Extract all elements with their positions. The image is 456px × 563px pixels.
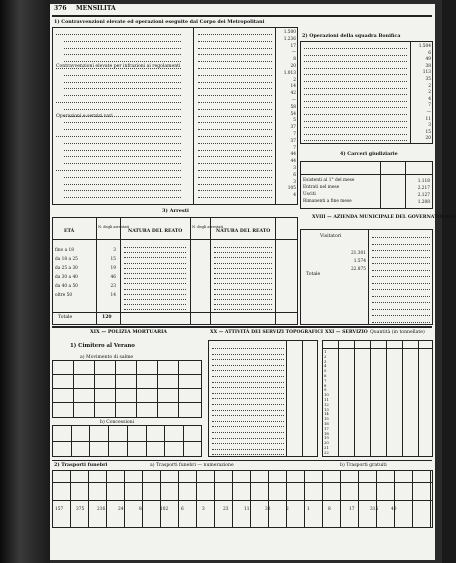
section1-entry-line [198, 92, 272, 96]
section1-entry-line [64, 147, 181, 151]
section21-grid-line [338, 340, 339, 457]
section1-entry-line [64, 92, 181, 96]
section1-entry-line [64, 187, 181, 191]
section19-grid-line [52, 374, 202, 375]
section1-entry-line [198, 187, 272, 191]
section22-subtitle: a) Trasporti funebri — numerazione [150, 463, 234, 468]
section1-entry-line [198, 160, 272, 164]
section3-ages: fino a 18 da 18 a 25 da 25 a 30 da 30 a 40 da 40 a 50 oltre 50 [55, 248, 78, 298]
section1-title: 1) Contravvenzioni elevate ed operazioni eseguite dal Corpo dei Metropolitani [54, 19, 265, 25]
section2-entry-line [304, 71, 407, 75]
section1-entry-line [198, 181, 272, 185]
section20-entry-line [212, 412, 284, 416]
section19-table [52, 360, 202, 418]
section2-values: 1.504 6 49 38 113 35 2 2 4 7 — 11 3 15 20 [418, 44, 431, 142]
section22-value: 8 [139, 507, 142, 512]
section1-entry-line [198, 140, 272, 144]
header-rule [52, 15, 432, 17]
section19-grid-line [94, 360, 95, 418]
section22-value: 315 [370, 507, 379, 512]
section22-value: 8 [328, 507, 331, 512]
section3-entry-line [124, 249, 186, 253]
section21-grid-line [322, 348, 433, 349]
section1-entry-line [56, 133, 181, 137]
section22-grid-line [70, 470, 71, 528]
section3-col-count-2: N. degli arrestati [192, 225, 224, 229]
section19-grid-line [157, 360, 158, 418]
section1-entry-line [64, 106, 181, 110]
section3-entry-line [124, 291, 186, 295]
section22-grid-line [52, 482, 433, 483]
section21-grid-line [386, 340, 387, 457]
section21-grid-line [402, 340, 403, 457]
section1-entry-line [64, 51, 181, 55]
section1-entry-line [198, 31, 272, 35]
section20-entry-line [212, 418, 284, 422]
section22-grid-line [214, 470, 215, 528]
section3-entry-line [214, 244, 272, 248]
section2-entry-line [304, 111, 407, 115]
section22-grid-line [142, 470, 143, 528]
section1-entry-line [64, 153, 181, 157]
section4-row-2: Entrati nel mese [303, 185, 340, 190]
section3-entry-line [214, 275, 272, 279]
section1-entry-line [198, 174, 272, 178]
section19-subtitle: 1) Cimitero al Verano [70, 343, 135, 349]
section3-entry-line [124, 296, 186, 300]
section22-subtitle-2: b) Trasporti gratuiti [340, 463, 387, 468]
section18-entry-line [372, 273, 430, 277]
section22-value: 102 [160, 507, 169, 512]
section18-entry-line [372, 306, 430, 310]
section20-entry-line [212, 379, 284, 383]
section1-entry-line [198, 194, 272, 198]
section22-grid-line [268, 470, 269, 528]
section19-title: XIX — POLIZIA MORTUARIA [90, 329, 168, 335]
section1-entry-line [64, 174, 181, 178]
section4-row-1: Esistenti al 1° del mese [303, 178, 355, 183]
section1-entry-line [56, 167, 181, 171]
section22-value: 6 [181, 507, 184, 512]
section22-value: 3 [202, 507, 205, 512]
section18-values: 21.301 1.574 22.875 [350, 251, 366, 272]
section22-value: 33 [265, 507, 271, 512]
section3-col-crime-2: NATURA DEL REATO [216, 229, 271, 234]
section3-entry-line [124, 286, 186, 290]
section1-subtitle: Contravvenzioni elevate per infrazioni ai regolamenti [56, 64, 181, 69]
section1-entry-line [56, 65, 181, 69]
section18-title: XVIII — AZIENDA MUNICIPALE DEL GOVERNATORATO [312, 215, 456, 220]
section20-entry-line [212, 384, 284, 388]
section3-entry-line [124, 306, 186, 310]
section1-entry-line [198, 113, 272, 117]
section20-entry-line [212, 345, 284, 349]
section3-entry-line [124, 301, 186, 305]
section18-entry-line [372, 260, 430, 264]
section3-col-count: N. degli arrestati [98, 225, 130, 229]
section22-value: 216 [97, 507, 106, 512]
section1-entry-line [198, 65, 272, 69]
section22-value: 24 [118, 507, 124, 512]
section1-entry-line [198, 58, 272, 62]
section19-grid-line [52, 441, 202, 442]
section3-entry-line [214, 296, 272, 300]
section1-entry-line [64, 45, 181, 49]
section3-entry-line [124, 270, 186, 274]
section3-entry-line [214, 260, 272, 264]
section22-grid-line [304, 470, 305, 528]
section22-value: 11 [244, 507, 250, 512]
section3-entry-line [214, 265, 272, 269]
section21-title: XXI — SERVIZIO [325, 330, 368, 335]
section22-title: 2) Trasporti funebri [54, 462, 108, 468]
section22-grid-line [394, 470, 395, 528]
section3-entry-line [214, 270, 272, 274]
section3-entry-line [124, 265, 186, 269]
section2-entry-line [304, 58, 407, 62]
section3-entry-line [124, 244, 186, 248]
section1-entry-line [64, 126, 181, 130]
section4-row-4: Rimanenti a fine mese [303, 199, 352, 204]
section20-entry-line [212, 407, 284, 411]
section18-entry-line [372, 286, 430, 290]
section4-title: 4) Carceri giudiziarie [340, 151, 398, 157]
section2-entry-line [304, 65, 407, 69]
section20-entry-line [212, 451, 284, 455]
section3-entry-line [214, 306, 272, 310]
section20-entry-line [212, 373, 284, 377]
section2-entry-line [304, 137, 407, 141]
section22-grid-line [376, 470, 377, 528]
section1-entry-line [198, 153, 272, 157]
section22-value: 17 [349, 507, 355, 512]
section18-entry-line [372, 319, 430, 323]
section22-grid-line [88, 470, 89, 528]
section18-entry-line [372, 299, 430, 303]
section20-entry-line [212, 351, 284, 355]
section1-subtitle-2: Operazioni e servizi vari [56, 114, 113, 119]
section1-entry-line [64, 140, 181, 144]
section22-value: 375 [76, 507, 85, 512]
section18-entry-line [372, 293, 430, 297]
section3-col-crime: NATURA DEL REATO [128, 229, 183, 234]
section22-grid-line [358, 470, 359, 528]
section3-entry-line [214, 249, 272, 253]
section2-title: 2) Operazioni della squadra Bonifica [302, 33, 401, 39]
section21-row-numbers: 1 2 3 4 5 6 7 8 9 10 11 12 13 14 15 16 17 18 19 20 21 22 [324, 349, 329, 455]
section3-entry-line [124, 254, 186, 258]
section22-value: 157 [55, 507, 64, 512]
section3-entry-line [124, 275, 186, 279]
section2-entry-line [304, 85, 407, 89]
section1-entry-line [56, 99, 181, 103]
section22-grid-line [160, 470, 161, 528]
section1-entry-line [64, 181, 181, 185]
section3-entry-line [214, 291, 272, 295]
section18-entry-line [372, 280, 430, 284]
section3-total-label: Totale [58, 315, 73, 320]
section2-entry-line [304, 104, 407, 108]
section1-entry-line [64, 160, 181, 164]
section22-value: 2 [286, 507, 289, 512]
section1-entry-line [64, 113, 181, 117]
running-title: MENSILITA [76, 5, 116, 12]
section3-entry-line [214, 286, 272, 290]
section18-entry-line [372, 234, 430, 238]
section3-entry-line [214, 280, 272, 284]
section1-entry-line [198, 126, 272, 130]
section22-grid-line [412, 470, 413, 528]
section2-entry-line [304, 131, 407, 135]
section2-entry-line [304, 118, 407, 122]
section19-grid-line [178, 360, 179, 418]
section20-entry-line [212, 395, 284, 399]
section4-values: 1.118 2.217 2.127 1.208 [417, 179, 430, 205]
section1-entry-line [198, 85, 272, 89]
section2-entry-line [304, 52, 407, 56]
section22-value: 40 [391, 507, 397, 512]
section1-entry-line [198, 106, 272, 110]
section22-grid-line [196, 470, 197, 528]
section22-value: 1 [307, 507, 310, 512]
section3-col-age: ETÀ [64, 229, 75, 234]
section20-entry-line [212, 435, 284, 439]
section1-entry-line [56, 31, 181, 35]
section20-entry-line [212, 390, 284, 394]
section1-entry-line [198, 38, 272, 42]
section19-subtitle-2: a) Movimento di salme [80, 355, 134, 360]
section4-row-3: Usciti [303, 192, 316, 197]
section1-entry-line [64, 72, 181, 76]
section20-entry-line [212, 367, 284, 371]
section20-entry-line [212, 401, 284, 405]
section20-entry-line [212, 429, 284, 433]
document-page [50, 4, 456, 560]
section19-grid-line [136, 360, 137, 418]
section1-values: 1.500 1.236 17 — 8 20 1.013 2 14 42 — 58 54 5 37 7 37 7 44 44 3 6 3 105 4 [283, 30, 296, 199]
section21-grid-line [418, 340, 419, 457]
section1-entry-line [64, 79, 181, 83]
section1-entry-line [198, 51, 272, 55]
section20-entry-line [212, 440, 284, 444]
book-spine [0, 0, 50, 563]
section1-entry-line [198, 45, 272, 49]
section22-grid-line [430, 470, 431, 528]
section1-entry-line [198, 133, 272, 137]
section1-entry-line [198, 72, 272, 76]
section20-title: XX — ATTIVITÀ DEI SERVIZI TOPOGRAFICI [210, 330, 324, 335]
section21-grid-line [370, 340, 371, 457]
section22-grid-line [52, 500, 433, 501]
section18-subtitle: Visitatori [320, 234, 342, 239]
section2-entry-line [304, 78, 407, 82]
section22-grid-line [286, 470, 287, 528]
section22-grid-line [178, 470, 179, 528]
section1-entry-line [64, 38, 181, 42]
section22-grid-line [340, 470, 341, 528]
section20-entry-line [212, 356, 284, 360]
section3-entry-line [124, 280, 186, 284]
section19-subtitle-3: b) Concessioni [100, 420, 135, 425]
page-number: 376 [54, 5, 67, 12]
section3-total: 120 [102, 315, 112, 320]
section1-entry-line [64, 194, 181, 198]
section3-title: 3) Arresti [162, 208, 189, 214]
section2-entry-line [304, 98, 407, 102]
section22-grid-line [124, 470, 125, 528]
section18-entry-line [372, 247, 430, 251]
section1-entry-line [198, 119, 272, 123]
section19-grid-line [52, 402, 202, 403]
section20-entry-line [212, 446, 284, 450]
section18-entry-line [372, 241, 430, 245]
section2-entry-line [304, 124, 407, 128]
section19-grid-line [52, 388, 202, 389]
section3-counts: 3 15 19 46 23 14 [110, 248, 116, 298]
section18-entry-line [372, 254, 430, 258]
section18-total-label: Totale [306, 272, 321, 277]
section21-grid-line [354, 340, 355, 457]
section20-entry-line [212, 362, 284, 366]
section3-entry-line [214, 254, 272, 258]
section22-value: 23 [223, 507, 229, 512]
section3-entry-line [124, 260, 186, 264]
section22-grid-line [232, 470, 233, 528]
section2-entry-line [304, 91, 407, 95]
section1-entry-line [64, 58, 181, 62]
section18-entry-line [372, 312, 430, 316]
section1-entry-line [198, 167, 272, 171]
section1-entry-line [198, 147, 272, 151]
section22-grid-line [106, 470, 107, 528]
section18-entry-line [372, 267, 430, 271]
section21-subtitle: Quantità (in tonnellate) [370, 330, 425, 335]
section2-entry-line [304, 45, 407, 49]
section20-entry-line [212, 423, 284, 427]
section3-entry-line [214, 301, 272, 305]
section1-entry-line [64, 85, 181, 89]
section1-entry-line [198, 79, 272, 83]
section19-grid-line [73, 360, 74, 418]
section1-entry-line [64, 119, 181, 123]
section22-grid-line [322, 470, 323, 528]
section22-grid-line [250, 470, 251, 528]
section19-grid-line [115, 360, 116, 418]
section1-entry-line [198, 99, 272, 103]
